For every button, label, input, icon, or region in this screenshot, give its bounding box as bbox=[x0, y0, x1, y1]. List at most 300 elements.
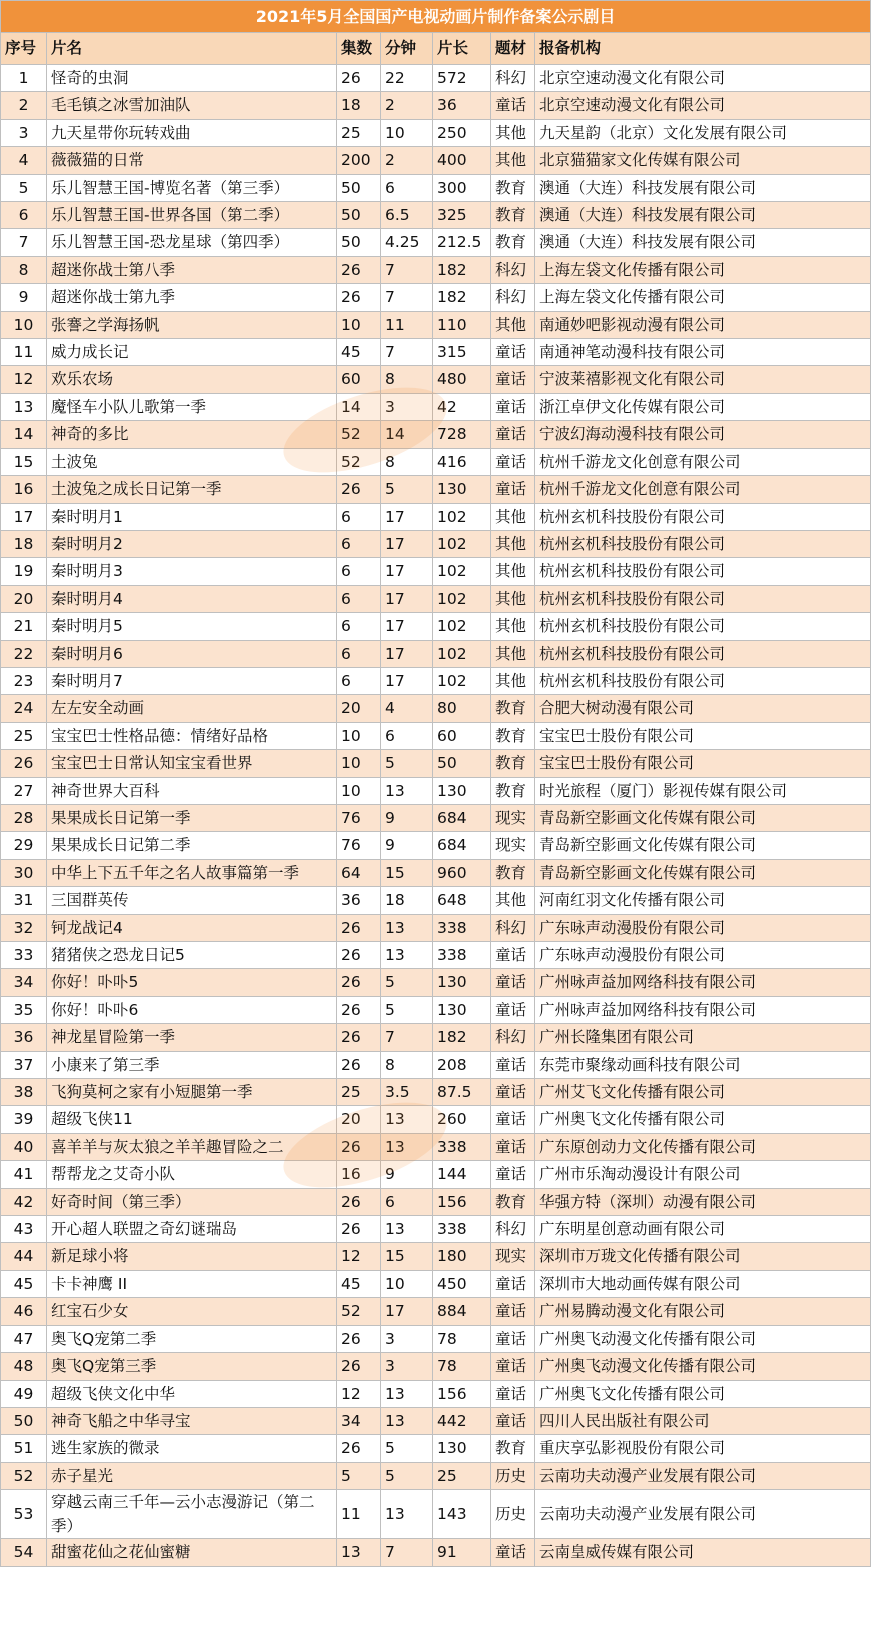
cell-minutes: 6 bbox=[381, 722, 433, 749]
table-row bbox=[1, 558, 871, 585]
cell-episodes: 26 bbox=[337, 284, 381, 311]
cell-length: 400 bbox=[433, 147, 491, 174]
cell-minutes: 7 bbox=[381, 1024, 433, 1051]
cell-genre: 童话 bbox=[491, 92, 535, 119]
cell-minutes: 10 bbox=[381, 119, 433, 146]
table-row bbox=[1, 1216, 871, 1243]
cell-index: 18 bbox=[1, 530, 47, 557]
cell-length: 78 bbox=[433, 1325, 491, 1352]
cell-minutes: 13 bbox=[381, 1380, 433, 1407]
cell-title: 三国群英传 bbox=[47, 887, 337, 914]
cell-genre: 科幻 bbox=[491, 256, 535, 283]
cell-episodes: 50 bbox=[337, 229, 381, 256]
cell-genre: 童话 bbox=[491, 1325, 535, 1352]
cell-minutes: 3 bbox=[381, 1353, 433, 1380]
cell-index: 46 bbox=[1, 1298, 47, 1325]
cell-title: 猪猪侠之恐龙日记5 bbox=[47, 942, 337, 969]
cell-title: 你好！卟卟6 bbox=[47, 996, 337, 1023]
cell-index: 33 bbox=[1, 942, 47, 969]
table-row bbox=[1, 503, 871, 530]
cell-episodes: 26 bbox=[337, 1216, 381, 1243]
cell-index: 37 bbox=[1, 1051, 47, 1078]
cell-organization: 九天星韵（北京）文化发展有限公司 bbox=[535, 119, 871, 146]
cell-episodes: 26 bbox=[337, 1353, 381, 1380]
table-title: 2021年5月全国国产电视动画片制作备案公示剧目 bbox=[1, 1, 871, 33]
cell-episodes: 18 bbox=[337, 92, 381, 119]
table-row bbox=[1, 339, 871, 366]
table-row bbox=[1, 366, 871, 393]
cell-length: 102 bbox=[433, 530, 491, 557]
cell-genre: 童话 bbox=[491, 1353, 535, 1380]
cell-length: 182 bbox=[433, 1024, 491, 1051]
cell-index: 50 bbox=[1, 1407, 47, 1434]
cell-episodes: 26 bbox=[337, 1024, 381, 1051]
cell-episodes: 6 bbox=[337, 640, 381, 667]
cell-index: 45 bbox=[1, 1270, 47, 1297]
table-row bbox=[1, 1133, 871, 1160]
cell-length: 338 bbox=[433, 914, 491, 941]
cell-episodes: 6 bbox=[337, 530, 381, 557]
cell-genre: 教育 bbox=[491, 722, 535, 749]
cell-genre: 其他 bbox=[491, 311, 535, 338]
table-row bbox=[1, 448, 871, 475]
cell-index: 12 bbox=[1, 366, 47, 393]
cell-index: 47 bbox=[1, 1325, 47, 1352]
cell-organization: 宁波莱禧影视文化有限公司 bbox=[535, 366, 871, 393]
cell-episodes: 64 bbox=[337, 859, 381, 886]
cell-genre: 教育 bbox=[491, 859, 535, 886]
cell-organization: 广东咏声动漫股份有限公司 bbox=[535, 914, 871, 941]
cell-index: 26 bbox=[1, 750, 47, 777]
cell-organization: 杭州千游龙文化创意有限公司 bbox=[535, 448, 871, 475]
cell-index: 20 bbox=[1, 585, 47, 612]
cell-index: 44 bbox=[1, 1243, 47, 1270]
cell-organization: 广州艾飞文化传播有限公司 bbox=[535, 1079, 871, 1106]
cell-title: 超级飞侠11 bbox=[47, 1106, 337, 1133]
cell-minutes: 13 bbox=[381, 942, 433, 969]
cell-genre: 童话 bbox=[491, 448, 535, 475]
cell-length: 78 bbox=[433, 1353, 491, 1380]
cell-length: 130 bbox=[433, 777, 491, 804]
cell-index: 40 bbox=[1, 1133, 47, 1160]
header-organization: 报备机构 bbox=[535, 33, 871, 65]
cell-title: 土波兔之成长日记第一季 bbox=[47, 476, 337, 503]
cell-organization: 澳通（大连）科技发展有限公司 bbox=[535, 174, 871, 201]
cell-minutes: 5 bbox=[381, 1435, 433, 1462]
cell-episodes: 25 bbox=[337, 1079, 381, 1106]
cell-title: 超迷你战士第八季 bbox=[47, 256, 337, 283]
cell-length: 315 bbox=[433, 339, 491, 366]
table-row bbox=[1, 722, 871, 749]
cell-episodes: 20 bbox=[337, 695, 381, 722]
cell-length: 250 bbox=[433, 119, 491, 146]
cell-episodes: 10 bbox=[337, 750, 381, 777]
cell-minutes: 13 bbox=[381, 1407, 433, 1434]
cell-title: 宝宝巴士日常认知宝宝看世界 bbox=[47, 750, 337, 777]
table-row bbox=[1, 119, 871, 146]
cell-length: 684 bbox=[433, 832, 491, 859]
cell-genre: 历史 bbox=[491, 1490, 535, 1539]
cell-minutes: 14 bbox=[381, 421, 433, 448]
cell-episodes: 14 bbox=[337, 393, 381, 420]
cell-index: 29 bbox=[1, 832, 47, 859]
cell-episodes: 76 bbox=[337, 804, 381, 831]
table-row bbox=[1, 1188, 871, 1215]
cell-length: 180 bbox=[433, 1243, 491, 1270]
table-row bbox=[1, 1490, 871, 1539]
cell-length: 80 bbox=[433, 695, 491, 722]
cell-genre: 童话 bbox=[491, 1051, 535, 1078]
cell-length: 648 bbox=[433, 887, 491, 914]
cell-index: 42 bbox=[1, 1188, 47, 1215]
table-row bbox=[1, 1539, 871, 1566]
table-row bbox=[1, 476, 871, 503]
cell-episodes: 20 bbox=[337, 1106, 381, 1133]
table-row bbox=[1, 695, 871, 722]
cell-episodes: 16 bbox=[337, 1161, 381, 1188]
cell-genre: 教育 bbox=[491, 750, 535, 777]
cell-length: 182 bbox=[433, 256, 491, 283]
cell-minutes: 13 bbox=[381, 777, 433, 804]
cell-index: 48 bbox=[1, 1353, 47, 1380]
table-row bbox=[1, 777, 871, 804]
table-row bbox=[1, 421, 871, 448]
cell-episodes: 45 bbox=[337, 339, 381, 366]
cell-index: 8 bbox=[1, 256, 47, 283]
cell-genre: 科幻 bbox=[491, 284, 535, 311]
cell-episodes: 52 bbox=[337, 1298, 381, 1325]
table-row bbox=[1, 1298, 871, 1325]
cell-minutes: 4.25 bbox=[381, 229, 433, 256]
cell-organization: 上海左袋文化传播有限公司 bbox=[535, 284, 871, 311]
table-row bbox=[1, 92, 871, 119]
cell-length: 416 bbox=[433, 448, 491, 475]
header-title: 片名 bbox=[47, 33, 337, 65]
cell-index: 21 bbox=[1, 613, 47, 640]
cell-episodes: 26 bbox=[337, 65, 381, 92]
cell-organization: 青岛新空影画文化传媒有限公司 bbox=[535, 832, 871, 859]
cell-minutes: 17 bbox=[381, 558, 433, 585]
cell-minutes: 7 bbox=[381, 284, 433, 311]
cell-genre: 童话 bbox=[491, 366, 535, 393]
cell-index: 19 bbox=[1, 558, 47, 585]
table-row bbox=[1, 1435, 871, 1462]
cell-episodes: 52 bbox=[337, 421, 381, 448]
cell-index: 23 bbox=[1, 667, 47, 694]
cell-title: 秦时明月2 bbox=[47, 530, 337, 557]
cell-minutes: 15 bbox=[381, 1243, 433, 1270]
cell-episodes: 50 bbox=[337, 202, 381, 229]
cell-minutes: 4 bbox=[381, 695, 433, 722]
cell-organization: 杭州玄机科技股份有限公司 bbox=[535, 640, 871, 667]
cell-minutes: 17 bbox=[381, 585, 433, 612]
cell-episodes: 26 bbox=[337, 942, 381, 969]
cell-length: 102 bbox=[433, 667, 491, 694]
cell-index: 28 bbox=[1, 804, 47, 831]
cell-episodes: 13 bbox=[337, 1539, 381, 1566]
cell-minutes: 9 bbox=[381, 804, 433, 831]
cell-length: 480 bbox=[433, 366, 491, 393]
cell-index: 24 bbox=[1, 695, 47, 722]
cell-organization: 广东咏声动漫股份有限公司 bbox=[535, 942, 871, 969]
cell-minutes: 3 bbox=[381, 1325, 433, 1352]
table-row bbox=[1, 613, 871, 640]
cell-organization: 广州奥飞动漫文化传播有限公司 bbox=[535, 1353, 871, 1380]
table-body bbox=[1, 65, 871, 1567]
cell-title: 秦时明月1 bbox=[47, 503, 337, 530]
cell-minutes: 13 bbox=[381, 1216, 433, 1243]
table-row bbox=[1, 256, 871, 283]
cell-organization: 四川人民出版社有限公司 bbox=[535, 1407, 871, 1434]
cell-title: 赤子星光 bbox=[47, 1462, 337, 1489]
header-row bbox=[1, 33, 871, 65]
cell-title: 张謇之学海扬帆 bbox=[47, 311, 337, 338]
cell-genre: 其他 bbox=[491, 503, 535, 530]
cell-title: 穿越云南三千年—云小志漫游记（第二季） bbox=[47, 1490, 337, 1539]
table-row bbox=[1, 1161, 871, 1188]
cell-length: 300 bbox=[433, 174, 491, 201]
cell-index: 31 bbox=[1, 887, 47, 914]
cell-episodes: 26 bbox=[337, 969, 381, 996]
cell-index: 3 bbox=[1, 119, 47, 146]
header-genre: 题材 bbox=[491, 33, 535, 65]
cell-episodes: 6 bbox=[337, 558, 381, 585]
cell-title: 超级飞侠文化中华 bbox=[47, 1380, 337, 1407]
cell-title: 薇薇猫的日常 bbox=[47, 147, 337, 174]
cell-minutes: 7 bbox=[381, 256, 433, 283]
cell-genre: 童话 bbox=[491, 1270, 535, 1297]
cell-title: 逃生家族的微录 bbox=[47, 1435, 337, 1462]
cell-title: 神龙星冒险第一季 bbox=[47, 1024, 337, 1051]
cell-title: 飞狗莫柯之家有小短腿第一季 bbox=[47, 1079, 337, 1106]
cell-minutes: 9 bbox=[381, 1161, 433, 1188]
cell-organization: 杭州玄机科技股份有限公司 bbox=[535, 585, 871, 612]
cell-organization: 广州长隆集团有限公司 bbox=[535, 1024, 871, 1051]
table-row bbox=[1, 1106, 871, 1133]
table-row bbox=[1, 311, 871, 338]
cell-organization: 深圳市大地动画传媒有限公司 bbox=[535, 1270, 871, 1297]
cell-episodes: 76 bbox=[337, 832, 381, 859]
cell-organization: 杭州玄机科技股份有限公司 bbox=[535, 558, 871, 585]
cell-minutes: 8 bbox=[381, 366, 433, 393]
cell-episodes: 200 bbox=[337, 147, 381, 174]
cell-title: 乐儿智慧王国-博览名著（第三季） bbox=[47, 174, 337, 201]
cell-genre: 科幻 bbox=[491, 1216, 535, 1243]
cell-episodes: 26 bbox=[337, 996, 381, 1023]
cell-genre: 其他 bbox=[491, 558, 535, 585]
cell-index: 6 bbox=[1, 202, 47, 229]
cell-title: 中华上下五千年之名人故事篇第一季 bbox=[47, 859, 337, 886]
cell-organization: 合肥大树动漫有限公司 bbox=[535, 695, 871, 722]
cell-organization: 浙江卓伊文化传媒有限公司 bbox=[535, 393, 871, 420]
cell-organization: 南通神笔动漫科技有限公司 bbox=[535, 339, 871, 366]
cell-episodes: 45 bbox=[337, 1270, 381, 1297]
cell-minutes: 18 bbox=[381, 887, 433, 914]
cell-genre: 童话 bbox=[491, 996, 535, 1023]
cell-length: 87.5 bbox=[433, 1079, 491, 1106]
cell-index: 51 bbox=[1, 1435, 47, 1462]
cell-genre: 现实 bbox=[491, 832, 535, 859]
cell-title: 奥飞Q宠第二季 bbox=[47, 1325, 337, 1352]
table-row bbox=[1, 969, 871, 996]
cell-length: 572 bbox=[433, 65, 491, 92]
cell-episodes: 26 bbox=[337, 1133, 381, 1160]
cell-episodes: 26 bbox=[337, 476, 381, 503]
cell-minutes: 5 bbox=[381, 996, 433, 1023]
cell-minutes: 6 bbox=[381, 174, 433, 201]
cell-organization: 南通妙吧影视动漫有限公司 bbox=[535, 311, 871, 338]
cell-organization: 河南红羽文化传播有限公司 bbox=[535, 887, 871, 914]
cell-genre: 童话 bbox=[491, 969, 535, 996]
table-row bbox=[1, 832, 871, 859]
cell-minutes: 2 bbox=[381, 92, 433, 119]
cell-minutes: 17 bbox=[381, 1298, 433, 1325]
cell-episodes: 26 bbox=[337, 256, 381, 283]
cell-minutes: 5 bbox=[381, 969, 433, 996]
table-row bbox=[1, 202, 871, 229]
cell-minutes: 17 bbox=[381, 530, 433, 557]
cell-organization: 上海左袋文化传播有限公司 bbox=[535, 256, 871, 283]
cell-organization: 重庆享弘影视股份有限公司 bbox=[535, 1435, 871, 1462]
cell-organization: 广州易腾动漫文化有限公司 bbox=[535, 1298, 871, 1325]
cell-length: 110 bbox=[433, 311, 491, 338]
table-row bbox=[1, 1024, 871, 1051]
cell-title: 钶龙战记4 bbox=[47, 914, 337, 941]
cell-length: 42 bbox=[433, 393, 491, 420]
cell-genre: 童话 bbox=[491, 1161, 535, 1188]
cell-title: 好奇时间（第三季） bbox=[47, 1188, 337, 1215]
cell-episodes: 25 bbox=[337, 119, 381, 146]
cell-index: 32 bbox=[1, 914, 47, 941]
cell-title: 新足球小将 bbox=[47, 1243, 337, 1270]
cell-index: 49 bbox=[1, 1380, 47, 1407]
cell-length: 684 bbox=[433, 804, 491, 831]
cell-genre: 教育 bbox=[491, 202, 535, 229]
cell-episodes: 12 bbox=[337, 1380, 381, 1407]
cell-genre: 童话 bbox=[491, 1380, 535, 1407]
cell-length: 25 bbox=[433, 1462, 491, 1489]
cell-length: 960 bbox=[433, 859, 491, 886]
cell-genre: 其他 bbox=[491, 119, 535, 146]
cell-index: 53 bbox=[1, 1490, 47, 1539]
table-row bbox=[1, 996, 871, 1023]
cell-length: 442 bbox=[433, 1407, 491, 1434]
table-row bbox=[1, 1051, 871, 1078]
cell-episodes: 26 bbox=[337, 1051, 381, 1078]
table-row bbox=[1, 229, 871, 256]
cell-organization: 广州奥飞文化传播有限公司 bbox=[535, 1106, 871, 1133]
cell-genre: 童话 bbox=[491, 421, 535, 448]
cell-organization: 杭州玄机科技股份有限公司 bbox=[535, 503, 871, 530]
cell-genre: 现实 bbox=[491, 1243, 535, 1270]
cell-title: 奥飞Q宠第三季 bbox=[47, 1353, 337, 1380]
cell-organization: 深圳市万珑文化传播有限公司 bbox=[535, 1243, 871, 1270]
cell-genre: 科幻 bbox=[491, 914, 535, 941]
cell-genre: 其他 bbox=[491, 585, 535, 612]
cell-title: 喜羊羊与灰太狼之羊羊趣冒险之二 bbox=[47, 1133, 337, 1160]
cell-episodes: 26 bbox=[337, 914, 381, 941]
cell-title: 乐儿智慧王国-恐龙星球（第四季） bbox=[47, 229, 337, 256]
cell-episodes: 26 bbox=[337, 1435, 381, 1462]
cell-genre: 童话 bbox=[491, 1106, 535, 1133]
cell-minutes: 10 bbox=[381, 1270, 433, 1297]
cell-length: 212.5 bbox=[433, 229, 491, 256]
cell-length: 130 bbox=[433, 969, 491, 996]
table-row bbox=[1, 147, 871, 174]
table-row bbox=[1, 284, 871, 311]
cell-organization: 宝宝巴士股份有限公司 bbox=[535, 750, 871, 777]
cell-organization: 北京猫猫家文化传媒有限公司 bbox=[535, 147, 871, 174]
cell-title: 宝宝巴士性格品德：情绪好品格 bbox=[47, 722, 337, 749]
cell-genre: 其他 bbox=[491, 147, 535, 174]
header-index: 序号 bbox=[1, 33, 47, 65]
table-row bbox=[1, 942, 871, 969]
cell-episodes: 10 bbox=[337, 722, 381, 749]
cell-title: 神奇飞船之中华寻宝 bbox=[47, 1407, 337, 1434]
cell-organization: 澳通（大连）科技发展有限公司 bbox=[535, 202, 871, 229]
cell-length: 102 bbox=[433, 613, 491, 640]
cell-index: 11 bbox=[1, 339, 47, 366]
cell-title: 魔怪车小队儿歌第一季 bbox=[47, 393, 337, 420]
cell-minutes: 22 bbox=[381, 65, 433, 92]
cell-length: 325 bbox=[433, 202, 491, 229]
cell-length: 102 bbox=[433, 558, 491, 585]
cell-title: 红宝石少女 bbox=[47, 1298, 337, 1325]
cell-index: 22 bbox=[1, 640, 47, 667]
cell-index: 15 bbox=[1, 448, 47, 475]
cell-title: 土波兔 bbox=[47, 448, 337, 475]
cell-minutes: 13 bbox=[381, 1133, 433, 1160]
table-title-row bbox=[1, 1, 871, 33]
cell-episodes: 52 bbox=[337, 448, 381, 475]
cell-minutes: 9 bbox=[381, 832, 433, 859]
table-row bbox=[1, 174, 871, 201]
table-row bbox=[1, 1380, 871, 1407]
cell-genre: 其他 bbox=[491, 667, 535, 694]
cell-length: 156 bbox=[433, 1188, 491, 1215]
cell-genre: 科幻 bbox=[491, 65, 535, 92]
cell-organization: 杭州玄机科技股份有限公司 bbox=[535, 530, 871, 557]
table-row bbox=[1, 1079, 871, 1106]
cell-episodes: 50 bbox=[337, 174, 381, 201]
cell-genre: 童话 bbox=[491, 1407, 535, 1434]
cell-title: 神奇世界大百科 bbox=[47, 777, 337, 804]
table-row bbox=[1, 1270, 871, 1297]
cell-episodes: 12 bbox=[337, 1243, 381, 1270]
cell-organization: 澳通（大连）科技发展有限公司 bbox=[535, 229, 871, 256]
cell-title: 神奇的多比 bbox=[47, 421, 337, 448]
table-row bbox=[1, 804, 871, 831]
cell-index: 35 bbox=[1, 996, 47, 1023]
cell-genre: 童话 bbox=[491, 339, 535, 366]
cell-length: 884 bbox=[433, 1298, 491, 1325]
header-length: 片长 bbox=[433, 33, 491, 65]
cell-genre: 教育 bbox=[491, 229, 535, 256]
cell-length: 338 bbox=[433, 942, 491, 969]
table-row bbox=[1, 640, 871, 667]
cell-title: 小康来了第三季 bbox=[47, 1051, 337, 1078]
cell-title: 左左安全动画 bbox=[47, 695, 337, 722]
cell-genre: 童话 bbox=[491, 942, 535, 969]
cell-minutes: 13 bbox=[381, 1106, 433, 1133]
table-row bbox=[1, 750, 871, 777]
cell-minutes: 5 bbox=[381, 476, 433, 503]
cell-index: 7 bbox=[1, 229, 47, 256]
cell-length: 338 bbox=[433, 1216, 491, 1243]
cell-genre: 童话 bbox=[491, 1539, 535, 1566]
cell-genre: 现实 bbox=[491, 804, 535, 831]
cell-organization: 青岛新空影画文化传媒有限公司 bbox=[535, 804, 871, 831]
